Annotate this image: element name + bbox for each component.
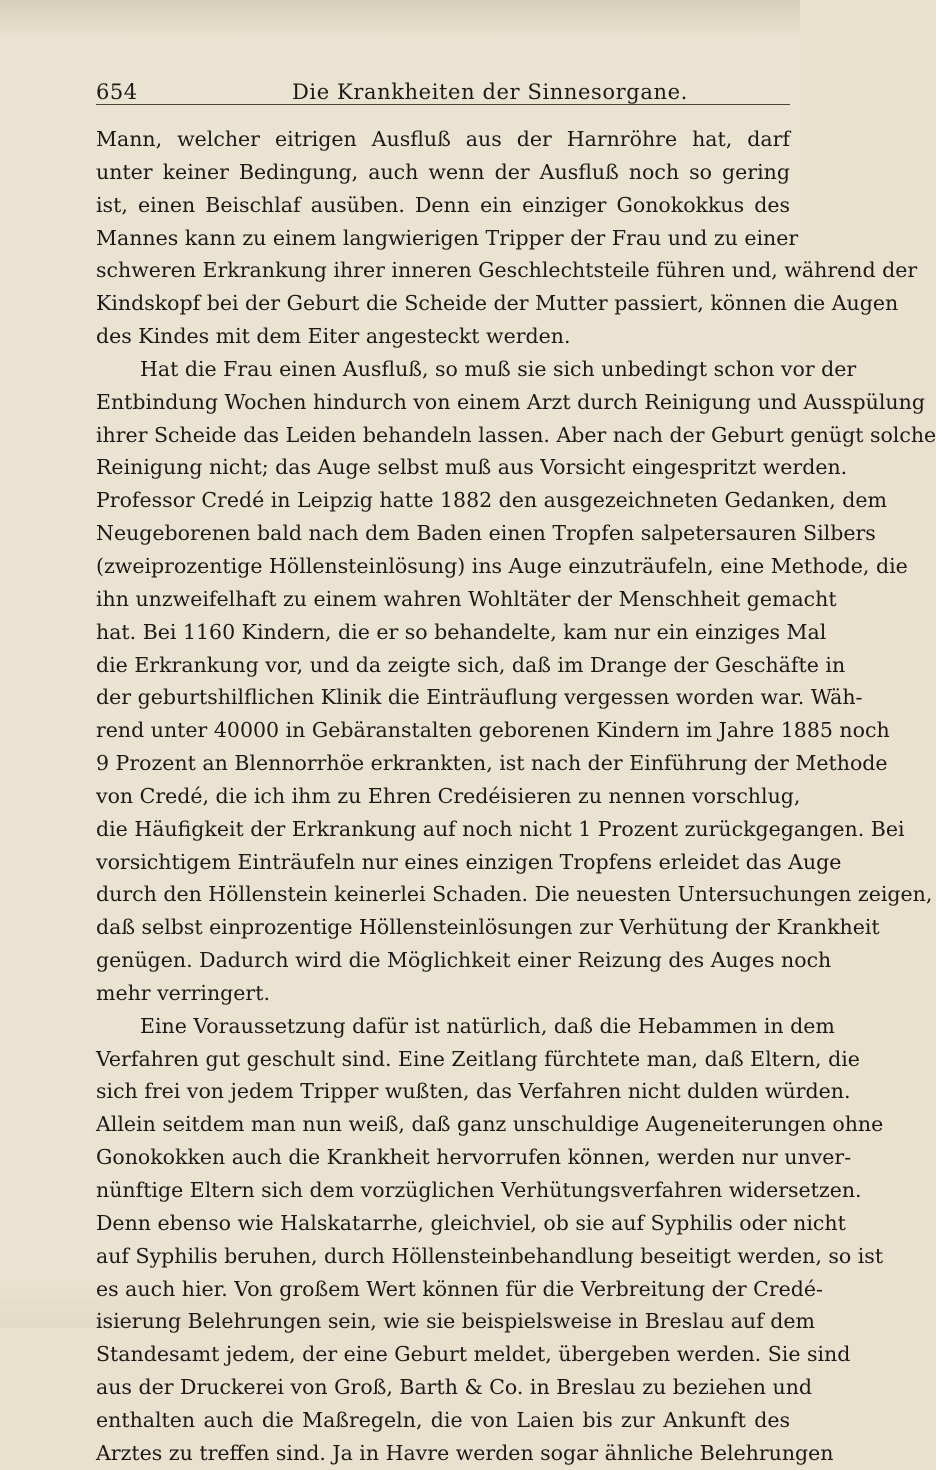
- page-header: [96, 76, 790, 106]
- text-line: durch den Höllenstein keinerlei Schaden. Die neuesten Untersuchungen zeigen,: [96, 882, 933, 907]
- text-line: sich frei von jedem Tripper wußten, das Verfahren nicht dulden würden.: [96, 1079, 851, 1104]
- text-line: schweren Erkrankung ihrer inneren Geschlechtsteile führen und, während der: [96, 258, 918, 283]
- text-line: ihrer Scheide das Leiden behandeln lassen. Aber nach der Geburt genügt solche: [96, 422, 936, 447]
- text-line: mehr verringert.: [96, 980, 270, 1005]
- text-line: (zweiprozentige Höllensteinlösung) ins Auge einzuträufeln, eine Methode, die: [96, 553, 908, 578]
- text-line: Neugeborenen bald nach dem Baden einen Tropfen salpetersauren Silbers: [96, 521, 876, 546]
- text-line: auf Syphilis beruhen, durch Höllensteinbehandlung beseitigt werden, so ist: [96, 1243, 884, 1268]
- text-line: Gonokokken auch die Krankheit hervorrufen können, werden nur unver-: [96, 1145, 852, 1170]
- text-line: der geburtshilflichen Klinik die Einträuflung vergessen worden war. Wäh-: [96, 685, 863, 710]
- text-line: rend unter 40000 in Gebäranstalten geborenen Kindern im Jahre 1885 noch: [96, 718, 890, 743]
- text-line: Denn ebenso wie Halskatarrhe, gleichviel, ob sie auf Syphilis oder nicht: [96, 1210, 846, 1235]
- text-line: Hat die Frau einen Ausfluß, so muß sie sich unbedingt schon vor der: [140, 356, 857, 381]
- header-rule: [96, 104, 790, 105]
- text-line: nünftige Eltern sich dem vorzüglichen Verhütungsverfahren widersetzen.: [96, 1178, 862, 1202]
- text-line: Entbindung Wochen hindurch von einem Arzt durch Reinigung und Ausspülung: [96, 389, 925, 414]
- text-line: enthalten auch die Maßregeln, die von Laien bis zur Ankunft des: [96, 1407, 790, 1432]
- text-line: Standesamt jedem, der eine Geburt meldet, übergeben werden. Sie sind: [96, 1342, 851, 1367]
- text-line: Mann, welcher eitrigen Ausfluß aus der Harnröhre hat, darf: [96, 127, 790, 151]
- running-title: Die Krankheiten der Sinnesorgane.: [292, 80, 688, 104]
- text-line: daß selbst einprozentige Höllensteinlösungen zur Verhütung der Krankheit: [96, 915, 880, 940]
- page-number: 654: [96, 80, 138, 104]
- text-line: isierung Belehrungen sein, wie sie beispielsweise in Breslau auf dem: [96, 1309, 815, 1334]
- text-line: Arztes zu treffen sind. Ja in Havre werden sogar ähnliche Belehrungen: [96, 1440, 834, 1465]
- text-line: aus der Druckerei von Groß, Barth & Co. in Breslau zu beziehen und: [96, 1375, 813, 1400]
- text-line: Reinigung nicht; das Auge selbst muß aus Vorsicht eingespritzt werden.: [96, 455, 848, 480]
- text-line: vorsichtigem Einträufeln nur eines einzigen Tropfens erleidet das Auge: [96, 849, 842, 874]
- text-line: Mannes kann zu einem langwierigen Tripper der Frau und zu einer: [96, 225, 799, 250]
- text-line: Verfahren gut geschult sind. Eine Zeitlang fürchtete man, daß Eltern, die: [96, 1046, 860, 1071]
- body-text: [96, 123, 936, 1470]
- text-line: Kindskopf bei der Geburt die Scheide der Mutter passiert, können die Augen: [96, 291, 899, 316]
- text-line: es auch hier. Von großem Wert können für die Verbreitung der Credé-: [96, 1276, 823, 1301]
- text-line: von Credé, die ich ihm zu Ehren Credéisieren zu nennen vorschlug,: [96, 783, 801, 808]
- text-line: ihn unzweifelhaft zu einem wahren Wohltäter der Menschheit gemacht: [96, 586, 837, 611]
- text-line: die Erkrankung vor, und da zeigte sich, daß im Drange der Geschäfte in: [96, 652, 846, 677]
- text-line: des Kindes mit dem Eiter angesteckt werden.: [96, 324, 571, 349]
- text-line: 9 Prozent an Blennorrhöe erkrankten, ist nach der Einführung der Methode: [96, 751, 888, 776]
- text-line: Allein seitdem man nun weiß, daß ganz unschuldige Augeneiterungen ohne: [96, 1112, 884, 1137]
- text-line: Professor Credé in Leipzig hatte 1882 den ausgezeichneten Gedanken, dem: [96, 488, 887, 513]
- text-line: ist, einen Beischlaf ausüben. Denn ein einziger Gonokokkus des: [96, 192, 790, 217]
- text-line: unter keiner Bedingung, auch wenn der Ausfluß noch so gering: [96, 159, 790, 184]
- text-line: Eine Voraussetzung dafür ist natürlich, daß die Hebammen in dem: [140, 1013, 835, 1038]
- text-line: die Häufigkeit der Erkrankung auf noch nicht 1 Prozent zurückgegangen. Bei: [96, 816, 905, 841]
- text-line: hat. Bei 1160 Kindern, die er so behandelte, kam nur ein einziges Mal: [96, 619, 827, 644]
- text-line: genügen. Dadurch wird die Möglichkeit einer Reizung des Auges noch: [96, 948, 832, 973]
